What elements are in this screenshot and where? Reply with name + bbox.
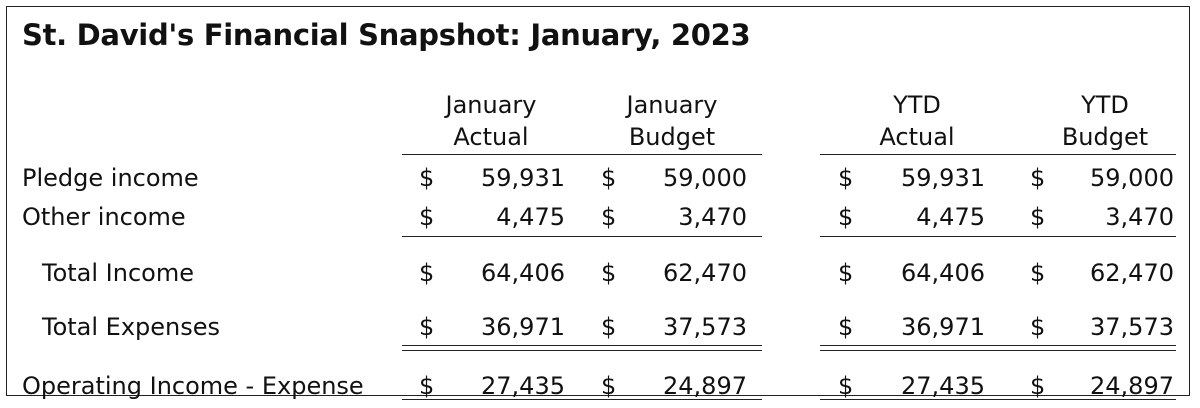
currency-symbol: $ — [601, 313, 617, 341]
column-header-line1: YTD — [1081, 91, 1129, 119]
cell-value: 24,897 — [663, 372, 747, 400]
column-header-line1: January — [445, 91, 537, 119]
cell-value: 36,971 — [481, 313, 565, 341]
currency-symbol: $ — [601, 164, 617, 192]
cell-value: 62,470 — [1090, 259, 1174, 287]
subtotal-underline — [820, 236, 1176, 237]
cell-value: 27,435 — [481, 372, 565, 400]
currency-symbol: $ — [1030, 164, 1046, 192]
cell-value: 24,897 — [1090, 372, 1174, 400]
column-header-line2: Budget — [628, 123, 716, 151]
currency-symbol: $ — [601, 372, 617, 400]
currency-symbol: $ — [419, 203, 435, 231]
cell-value: 64,406 — [481, 259, 565, 287]
currency-symbol: $ — [601, 203, 617, 231]
row-label: Other income — [22, 203, 186, 231]
cell-value: 59,000 — [663, 164, 747, 192]
report-title: St. David's Financial Snapshot: January, 2023 — [22, 18, 751, 52]
row-label: Total Income — [42, 259, 194, 287]
cell-value: 62,470 — [663, 259, 747, 287]
currency-symbol: $ — [838, 203, 854, 231]
column-header-line2: Actual — [453, 123, 529, 151]
cell-value: 3,470 — [678, 203, 747, 231]
double-underline — [820, 350, 1176, 351]
cell-value: 36,971 — [901, 313, 985, 341]
cell-value: 4,475 — [496, 203, 565, 231]
cell-value: 64,406 — [901, 259, 985, 287]
bottom-underline — [820, 399, 1176, 400]
currency-symbol: $ — [601, 259, 617, 287]
currency-symbol: $ — [838, 313, 854, 341]
bottom-underline — [402, 399, 762, 400]
expense-underline — [820, 345, 1176, 346]
header-underline — [402, 154, 762, 155]
cell-value: 59,000 — [1090, 164, 1174, 192]
currency-symbol: $ — [1030, 203, 1046, 231]
row-label: Total Expenses — [42, 313, 221, 341]
cell-value: 37,573 — [663, 313, 747, 341]
column-header-line1: YTD — [893, 91, 941, 119]
expense-underline — [402, 345, 762, 346]
cell-value: 27,435 — [901, 372, 985, 400]
currency-symbol: $ — [1030, 372, 1046, 400]
subtotal-underline — [402, 236, 762, 237]
double-underline — [402, 350, 762, 351]
cell-value: 4,475 — [916, 203, 985, 231]
currency-symbol: $ — [1030, 259, 1046, 287]
cell-value: 37,573 — [1090, 313, 1174, 341]
column-header-line2: Budget — [1061, 123, 1149, 151]
currency-symbol: $ — [419, 164, 435, 192]
currency-symbol: $ — [419, 372, 435, 400]
cell-value: 3,470 — [1105, 203, 1174, 231]
row-label: Operating Income - Expense — [22, 372, 364, 400]
currency-symbol: $ — [838, 164, 854, 192]
row-label: Pledge income — [22, 164, 199, 192]
cell-value: 59,931 — [481, 164, 565, 192]
column-header-line1: January — [626, 91, 718, 119]
column-header-line2: Actual — [879, 123, 955, 151]
header-underline — [820, 154, 1176, 155]
cell-value: 59,931 — [901, 164, 985, 192]
currency-symbol: $ — [1030, 313, 1046, 341]
currency-symbol: $ — [838, 259, 854, 287]
currency-symbol: $ — [419, 313, 435, 341]
currency-symbol: $ — [419, 259, 435, 287]
currency-symbol: $ — [838, 372, 854, 400]
